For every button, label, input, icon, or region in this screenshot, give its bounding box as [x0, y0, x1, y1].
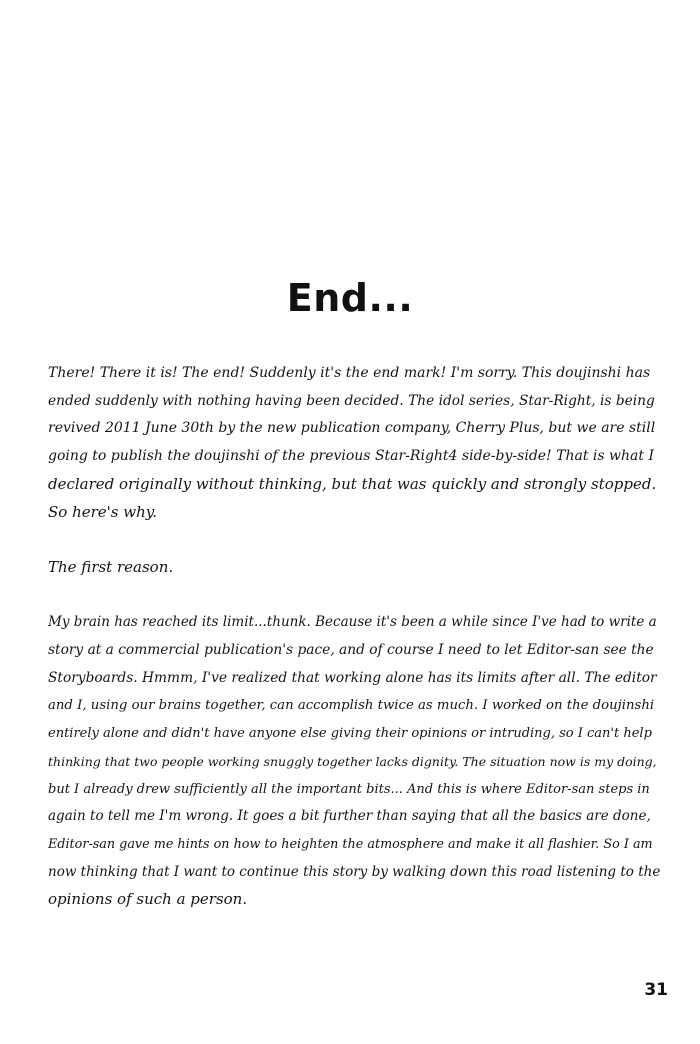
- paragraph-gap: [48, 582, 660, 610]
- paragraph-explanation: [48, 609, 660, 914]
- text-line: There! There it is! The end! Suddenly it's the end mark! I'm sorry. This doujinshi has: [48, 365, 651, 381]
- body-text: [48, 360, 660, 914]
- page-title: End...: [286, 276, 414, 320]
- text-line: Editor-san gave me hints on how to heighten the atmosphere and make it all flashier. So I am: [48, 836, 653, 852]
- text-line: entirely alone and didn't have anyone else giving their opinions or intruding, so I can't help: [48, 726, 652, 742]
- page-number: 31: [644, 980, 668, 1000]
- paragraph-gap: [48, 526, 660, 554]
- text-line: going to publish the doujinshi of the previous Star-Right4 side-by-side! That is what I: [48, 448, 654, 465]
- text-line: So here's why.: [48, 502, 157, 521]
- text-line: again to tell me I'm wrong. It goes a bit further than saying that all the basics are done,: [48, 808, 651, 825]
- paragraph-intro: [48, 360, 660, 526]
- text-line: opinions of such a person.: [48, 890, 248, 909]
- text-line: story at a commercial publication's pace, and of course I need to let Editor-san see the: [48, 642, 654, 658]
- text-line: My brain has reached its limit...thunk. Because it's been a while since I've had to write a: [48, 614, 657, 631]
- text-line: Storyboards. Hmmm, I've realized that working alone has its limits after all. The editor: [48, 669, 657, 686]
- text-line: but I already drew sufficiently all the important bits... And this is where Editor-san steps in: [48, 781, 650, 797]
- text-line: now thinking that I want to continue this story by walking down this road listening to the: [48, 863, 661, 880]
- text-line: and I, using our brains together, can accomplish twice as much. I worked on the doujinshi: [48, 698, 655, 714]
- text-line: ended suddenly with nothing having been decided. The idol series, Star-Right, is being: [48, 392, 655, 409]
- text-line: declared originally without thinking, but that was quickly and strongly stopped.: [48, 474, 657, 493]
- text-line: thinking that two people working snuggly together lacks dignity. The situation now is my doing,: [48, 753, 657, 769]
- paragraph-first-reason: [48, 554, 660, 582]
- text-line: revived 2011 June 30th by the new publication company, Cherry Plus, but we are still: [48, 420, 656, 437]
- text-line: The first reason.: [48, 557, 174, 576]
